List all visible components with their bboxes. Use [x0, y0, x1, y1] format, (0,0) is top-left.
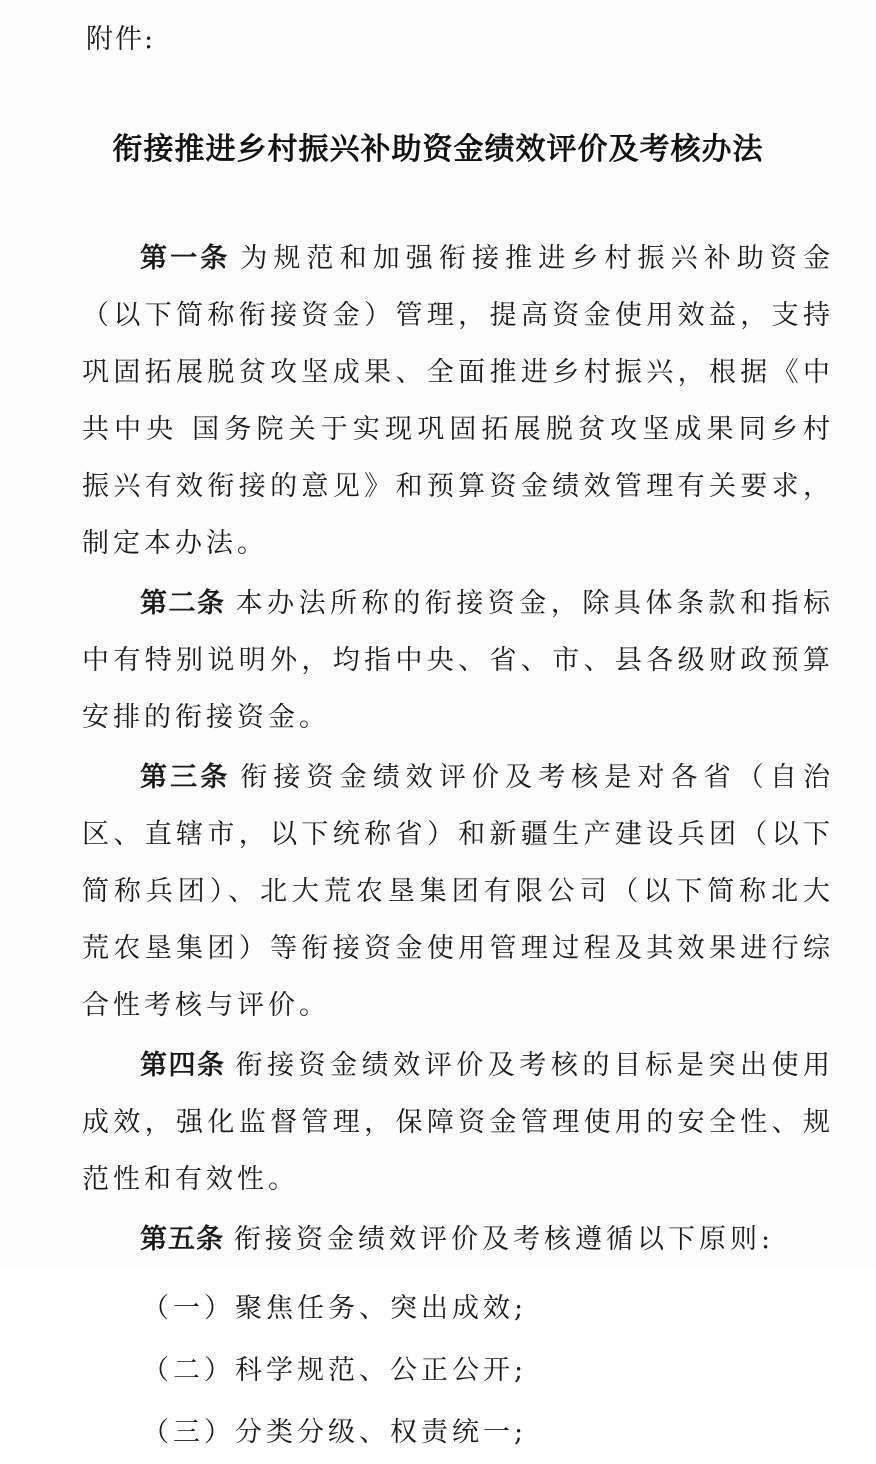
- article-3: [82, 749, 834, 1034]
- document-title: 衔接推进乡村振兴补助资金绩效评价及考核办法: [112, 132, 764, 167]
- article-text: 本办法所称的衔接资金，除具体条款和指标中有特别说明外，均指中央、省、市、县各级财政预算安排的衔接资金。: [82, 588, 835, 733]
- article-number: 第一条: [140, 243, 231, 274]
- article-number: 第四条: [140, 1050, 226, 1081]
- article-number: 第二条: [140, 588, 226, 619]
- principle-item: （一）聚焦任务、突出成效;: [142, 1293, 528, 1324]
- article-text: 衔接资金绩效评价及考核遵循以下原则:: [234, 1224, 775, 1255]
- article-5: [82, 1211, 834, 1268]
- article-text: 衔接资金绩效评价及考核是对各省（自治区、直辖市，以下统称省）和新疆生产建设兵团（以下简称兵团）、北大荒农垦集团有限公司（以下简称北大荒农垦集团）等衔接资金使用管理过程及其效果进行综合性考核与评价。: [82, 762, 835, 1021]
- principles-list: [82, 1278, 834, 1464]
- attachment-label: 附件:: [86, 24, 156, 55]
- article-2: [82, 575, 834, 746]
- article-number: 第三条: [140, 762, 231, 793]
- article-text: 为规范和加强衔接推进乡村振兴补助资金（以下简称衔接资金）管理，提高资金使用效益，支持巩固拓展脱贫攻坚成果、全面推进乡村振兴，根据《中共中央 国务院关于实现巩固拓展脱贫攻坚成果同乡村振兴有效衔接的意见》和预算资金绩效管理有关要求，制定本办法。: [82, 243, 835, 559]
- principle-item: （二）科学规范、公正公开;: [142, 1355, 528, 1386]
- article-text: 衔接资金绩效评价及考核的目标是突出使用成效，强化监督管理，保障资金管理使用的安全性、规范性和有效性。: [82, 1050, 835, 1195]
- article-1: [82, 230, 834, 572]
- principle-item: （三）分类分级、权责统一;: [142, 1417, 528, 1448]
- article-number: 第五条: [140, 1224, 224, 1255]
- article-4: [82, 1037, 834, 1208]
- document-body: [82, 230, 834, 1464]
